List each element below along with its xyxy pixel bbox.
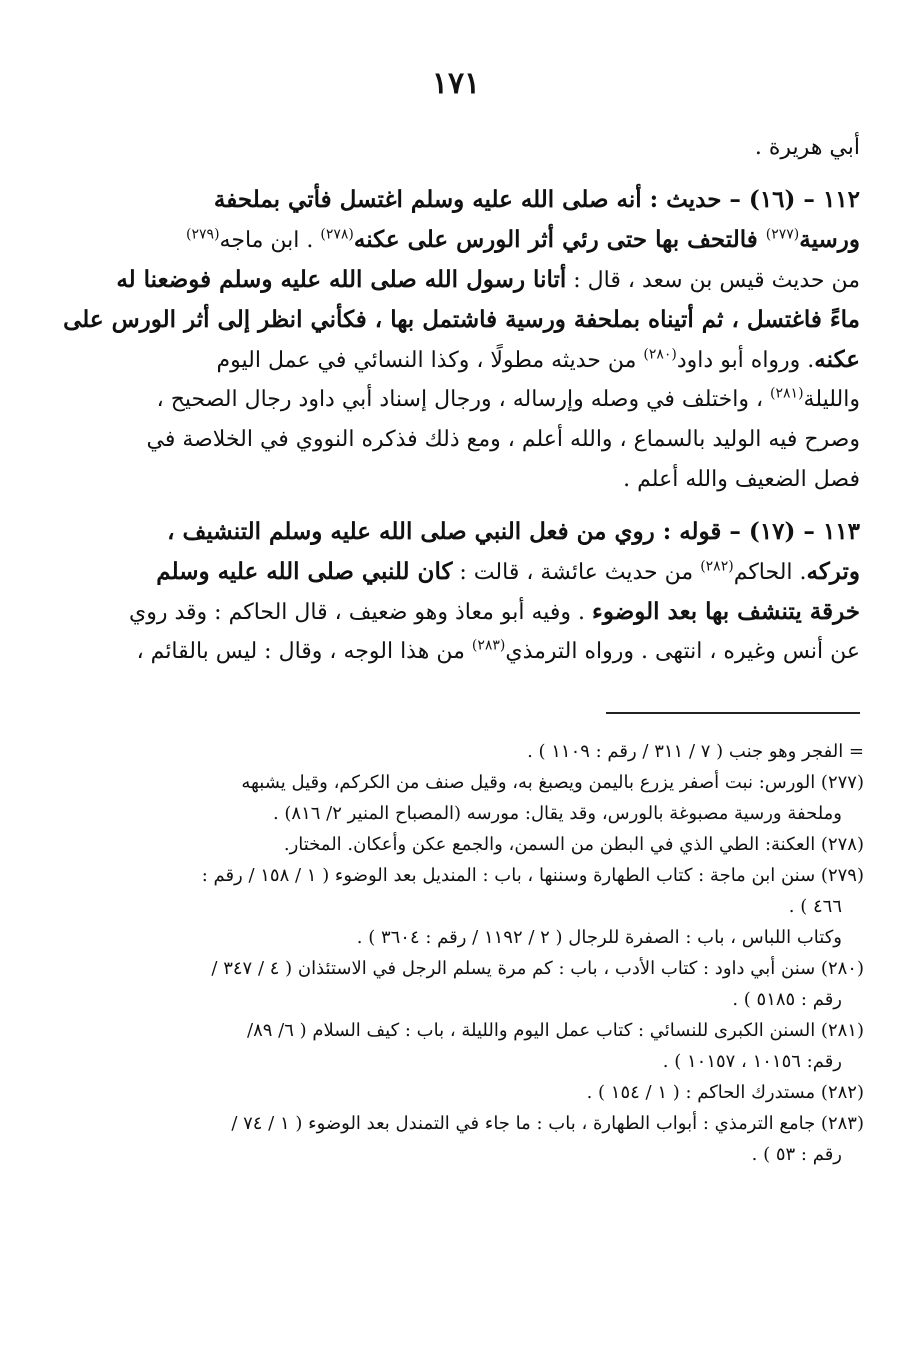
text-run: من حديثه مطولًا ، وكذا النسائي في عمل اليوم [216, 348, 644, 373]
text-line [48, 260, 860, 300]
text-line [48, 632, 860, 672]
bold-run: ماءً فاغتسل ، ثم أتيناه بملحفة ورسية فاشتمل بها ، فكأني انظر إلى أثر الورس على [63, 306, 860, 333]
text-line [48, 592, 860, 632]
bold-run: ١١٢ – (١٦) – حديث : أنه صلى الله عليه وسلم اغتسل فأتي بملحفة [213, 186, 860, 213]
footnote-line: وكتاب اللباس ، باب : الصفرة للرجال ( ٢ / ١١٩٢ / رقم : ٣٦٠٤ ) . [356, 927, 842, 948]
bold-run: عكنه [814, 346, 860, 373]
text-run: وصرح فيه الوليد بالسماع ، والله أعلم ، ومع ذلك فذكره النووي في الخلاصة في [146, 427, 860, 452]
text-run: . وفيه أبو معاذ وهو ضعيف ، قال الحاكم : وقد روي [129, 600, 593, 625]
bold-run: خرقة يتنشف بها بعد الوضوء [592, 598, 860, 625]
footnote-ref[interactable]: (٢٨٢) [700, 558, 734, 575]
footnote-ref[interactable]: (٢٧٨) [320, 226, 354, 243]
bold-run: كان للنبي صلى الله عليه وسلم [156, 558, 453, 585]
text-run: . ابن ماجه [219, 228, 321, 253]
footnote-line: رقم : ٥٣ ) . [751, 1144, 842, 1165]
text-run: فصل الضعيف والله أعلم . [623, 467, 860, 492]
footnote-277: (٢٧٧) الورس: نبت أصفر يزرع باليمن ويصبغ به، وقيل صنف من الكركم، وقيل يشبهه [241, 772, 864, 793]
text-run: أبي هريرة . [754, 135, 860, 160]
text-run: ، واختلف في وصله وإرساله ، ورجال إسناد أبي داود رجال الصحيح ، [156, 387, 771, 412]
footnotes [48, 736, 864, 1170]
bold-run: ورسية [799, 226, 860, 253]
footnote-line: وملحفة ورسية مصبوغة بالورس، وقد يقال: مورسه (المصباح المنير ٢/ ٨١٦) . [272, 803, 842, 824]
text-run: . ورواه أبو داود [676, 348, 815, 373]
text-line [48, 552, 860, 592]
page-number: ١٧١ [431, 66, 481, 101]
footnote-ref[interactable]: (٢٨١) [770, 385, 804, 402]
footnote-ref[interactable]: (٢٨٠) [643, 346, 677, 363]
text-run: من حديث عائشة ، قالت : [452, 560, 701, 585]
text-run: من حديث قيس بن سعد ، قال : [566, 268, 860, 293]
footnote-line: ٤٦٦ ) . [788, 896, 842, 917]
text-run: والليلة [803, 387, 860, 412]
text-line [48, 220, 860, 260]
text-line [48, 380, 860, 420]
bold-run: وتركه [806, 558, 860, 585]
main-text [48, 128, 860, 672]
text-line [48, 460, 860, 500]
footnote-ref[interactable]: (٢٧٩) [186, 226, 220, 243]
footnote-283: (٢٨٣) جامع الترمذي : أبواب الطهارة ، باب : ما جاء في التمندل بعد الوضوء ( ١ / ٧٤ / [231, 1113, 864, 1134]
text-run: من هذا الوجه ، وقال : ليس بالقائم ، [136, 639, 472, 664]
text-line [48, 420, 860, 460]
footnote-278: (٢٧٨) العكنة: الطي الذي في البطن من السمن، والجمع عكن وأعكان. المختار. [283, 834, 864, 855]
text-run: . الحاكم [733, 560, 807, 585]
hadith-112-heading [48, 180, 860, 220]
text-line [48, 340, 860, 380]
footnote-line: رقم : ٥١٨٥ ) . [732, 989, 842, 1010]
footnote-282: (٢٨٢) مستدرك الحاكم : ( ١ / ١٥٤ ) . [586, 1082, 864, 1103]
text-line [48, 300, 860, 340]
footnote-279: (٢٧٩) سنن ابن ماجة : كتاب الطهارة وسننها ، باب : المنديل بعد الوضوء ( ١ / ١٥٨ / رقم : [201, 865, 864, 886]
footnote-280: (٢٨٠) سنن أبي داود : كتاب الأدب ، باب : كم مرة يسلم الرجل في الاستئذان ( ٤ / ٣٤٧ / [211, 958, 864, 979]
hadith-113-heading [48, 512, 860, 552]
bold-run: أتانا رسول الله صلى الله عليه وسلم فوضعنا له [116, 266, 567, 293]
footnote-divider [606, 712, 860, 714]
footnote-ref[interactable]: (٢٨٣) [471, 637, 506, 654]
bold-run: ١١٣ – (١٧) – قوله : روي من فعل النبي صلى الله عليه وسلم التنشيف ، [167, 518, 860, 545]
footnote-line: رقم: ١٠١٥٦ ، ١٠١٥٧ ) . [662, 1051, 842, 1072]
bold-run: فالتحف بها حتى رئي أثر الورس على عكنه [353, 226, 766, 253]
footnote-281: (٢٨١) السنن الكبرى للنسائي : كتاب عمل اليوم والليلة ، باب : كيف السلام ( ٦/ ٨٩/ [247, 1020, 864, 1041]
text-line [48, 128, 860, 168]
text-run: عن أنس وغيره ، انتهى . ورواه الترمذي [505, 639, 860, 664]
footnote-ref[interactable]: (٢٧٧) [765, 226, 800, 243]
footnote-line: = الفجر وهو جنب ( ٧ / ٣١١ / رقم : ١١٠٩ ) . [527, 741, 864, 762]
